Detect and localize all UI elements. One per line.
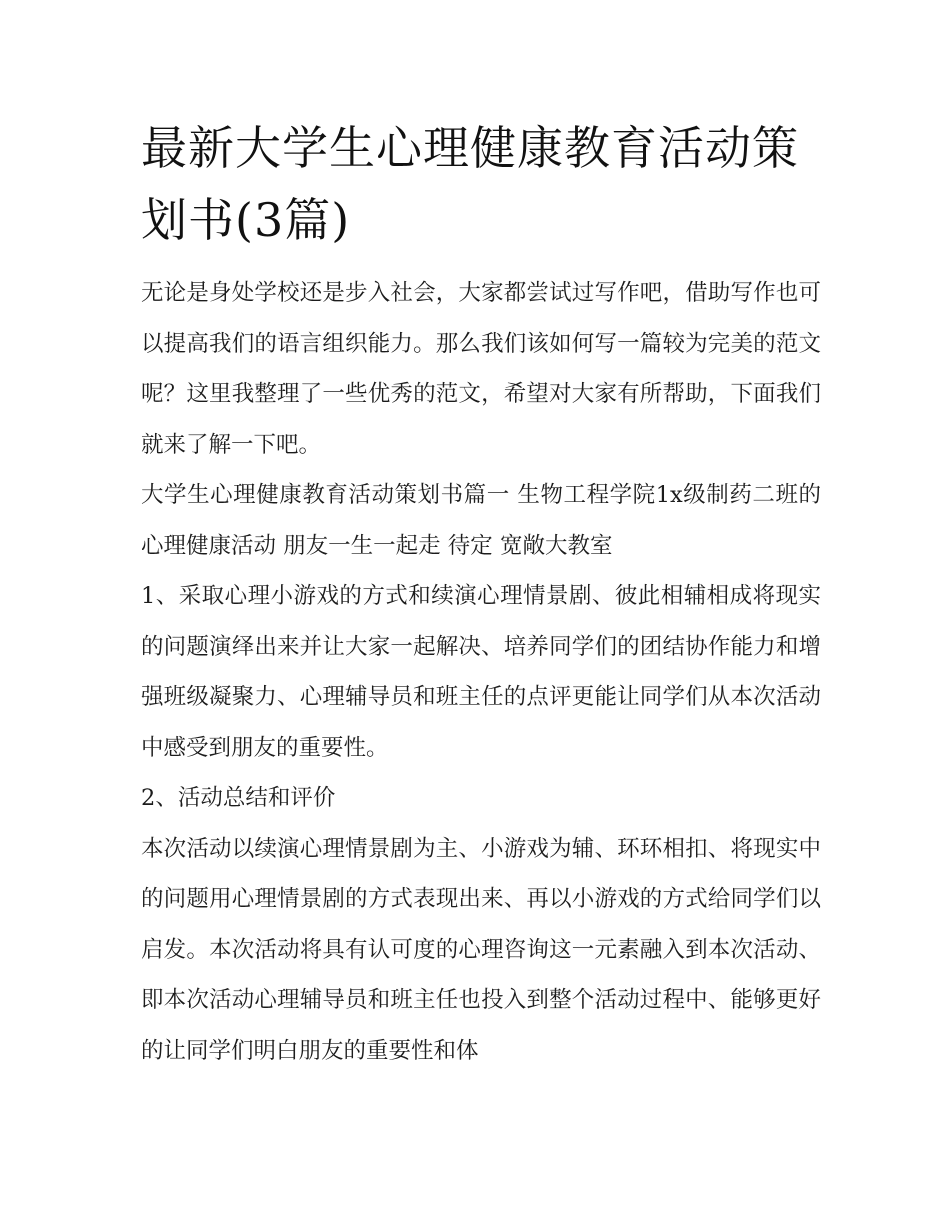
document-title: 最新大学生心理健康教育活动策划书(3篇) [141,121,799,247]
summary-paragraph: 本次活动以续演心理情景剧为主、小游戏为辅、环环相扣、将现实中的问题用心理情景剧的方式表现出来、再以小游戏的方式给同学们以启发。本次活动将具有认可度的心理咨询这一元素融入到本次活动、即本次活动心理辅导员和班主任也投入到整个活动过程中、能够更好的让同学们明白朋友的重要性和体 [141,835,821,1064]
section-heading-paragraph: 大学生心理健康教育活动策划书篇一 生物工程学院1x级制药二班的心理健康活动 朋友一生一起走 待定 宽敞大教室 [141,482,821,559]
intro-paragraph: 无论是身处学校还是步入社会，大家都尝试过写作吧，借助写作也可以提高我们的语言组织能力。那么我们该如何写一篇较为完美的范文呢？这里我整理了一些优秀的范文，希望对大家有所帮助，下面我们就来了解一下吧。 [141,280,821,458]
document-body [141,112,821,1076]
item-1-paragraph: 1、采取心理小游戏的方式和续演心理情景剧、彼此相辅相成将现实的问题演绎出来并让大家一起解决、培养同学们的团结协作能力和增强班级凝聚力、心理辅导员和班主任的点评更能让同学们从本次活动中感受到朋友的重要性。 [141,583,821,761]
item-2-heading: 2、活动总结和评价 [141,785,336,811]
